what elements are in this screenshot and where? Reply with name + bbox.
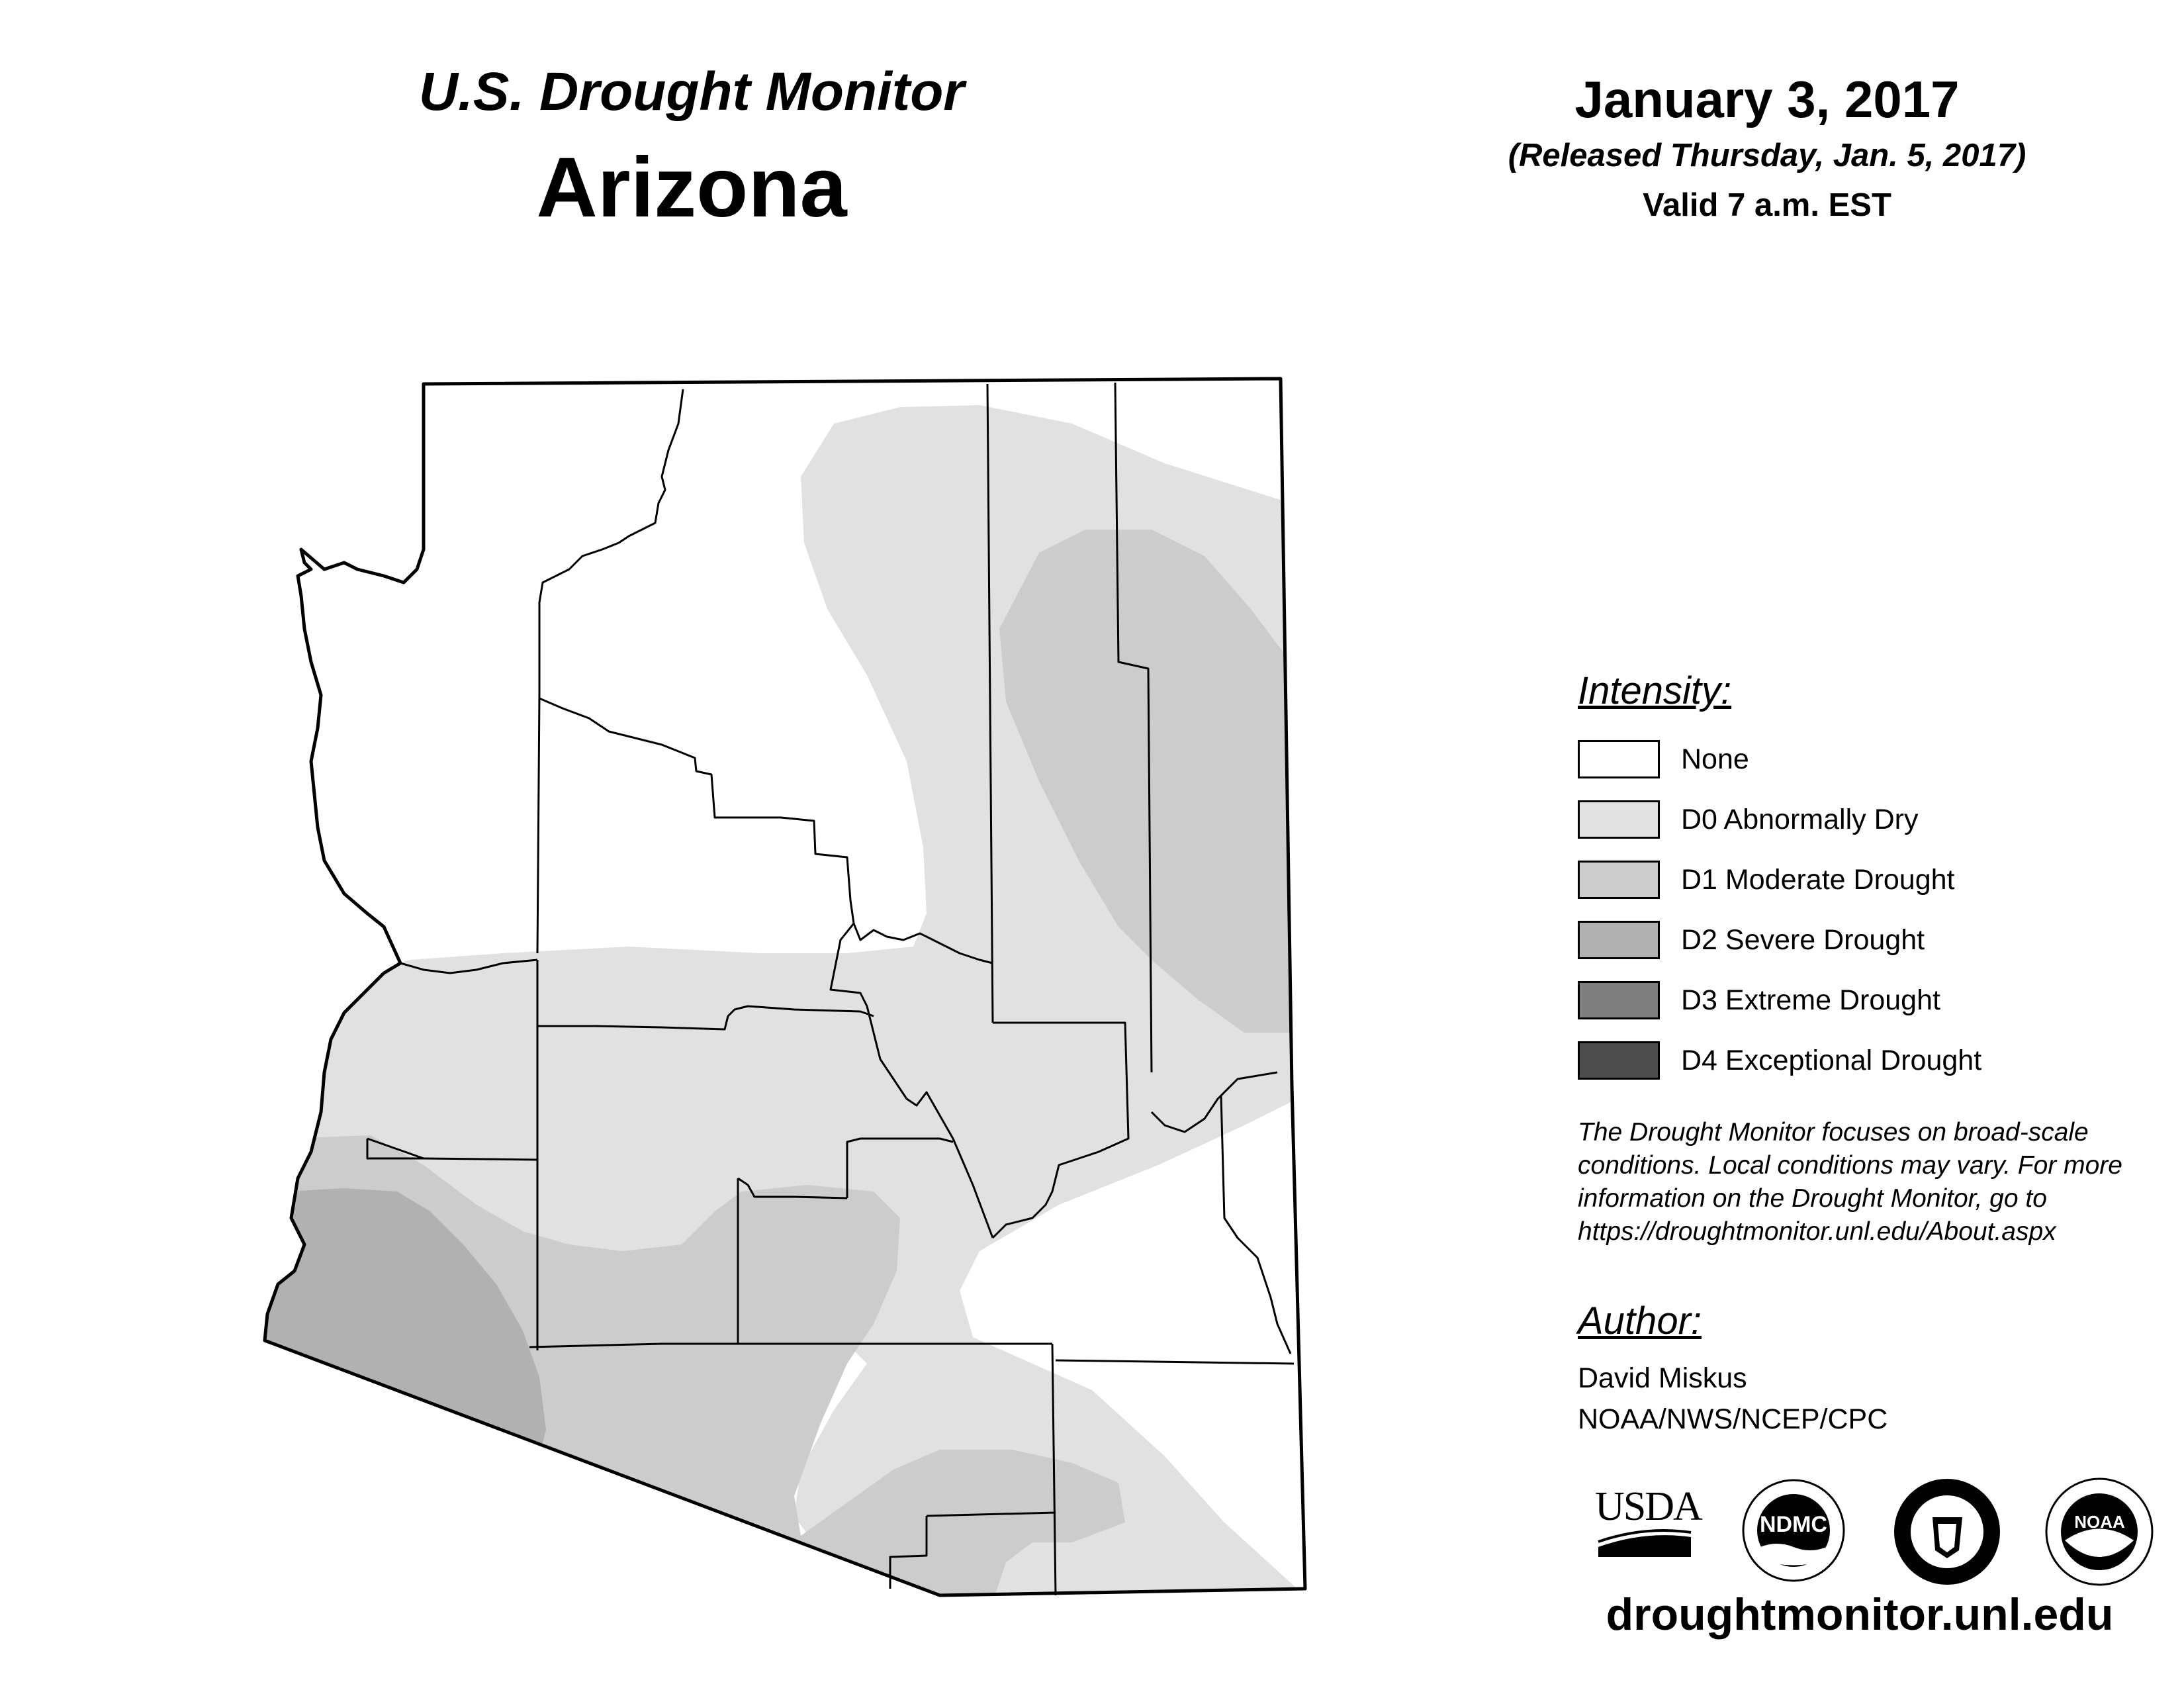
legend-item	[1578, 859, 1955, 901]
author-org: NOAA/NWS/NCEP/CPC	[1578, 1403, 1888, 1435]
legend-item	[1578, 979, 1940, 1021]
legend-swatch	[1578, 981, 1660, 1019]
legend-label: D4 Exceptional Drought	[1681, 1044, 1982, 1076]
state-title: Arizona	[536, 140, 847, 235]
noaa-logo-text: NOAA	[2074, 1512, 2125, 1532]
legend-swatch	[1578, 1041, 1660, 1080]
legend-item	[1578, 798, 1918, 841]
legend-swatch	[1578, 800, 1660, 839]
usda-logo-text: USDA	[1595, 1484, 1702, 1529]
ndmc-logo	[1741, 1477, 1846, 1583]
ndmc-logo-text: NDMC	[1760, 1512, 1827, 1537]
valid-time: Valid 7 a.m. EST	[1643, 187, 1891, 223]
legend-swatch	[1578, 921, 1660, 959]
legend-item	[1578, 919, 1925, 961]
usda-logo	[1595, 1484, 1702, 1562]
legend-label: D3 Extreme Drought	[1681, 984, 1940, 1016]
legend-label: None	[1681, 743, 1749, 775]
release-date: (Released Thursday, Jan. 5, 2017)	[1508, 138, 2026, 173]
author-title: Author:	[1578, 1299, 1702, 1342]
author-name: David Miskus	[1578, 1362, 1747, 1394]
usda-logo-mark	[1595, 1527, 1694, 1560]
legend-swatch	[1578, 740, 1660, 778]
website-url[interactable]: droughtmonitor.unl.edu	[1606, 1589, 2114, 1640]
commerce-seal-logo	[1893, 1477, 2002, 1587]
legend-swatch	[1578, 861, 1660, 899]
disclaimer-note: The Drought Monitor focuses on broad-scale conditions. Local conditions may vary. For more information on the Drought Monitor, go to https://droughtmonitor.unl.edu/About.aspx	[1578, 1118, 2122, 1246]
noaa-logo	[2045, 1477, 2154, 1587]
map-date: January 3, 2017	[1574, 70, 1960, 128]
legend-label: D2 Severe Drought	[1681, 923, 1925, 956]
legend-item	[1578, 1039, 1981, 1082]
legend-item	[1578, 738, 1749, 780]
legend-label: D1 Moderate Drought	[1681, 863, 1955, 896]
legend-label: D0 Abnormally Dry	[1681, 803, 1919, 835]
legend-title: Intensity:	[1578, 669, 1732, 712]
monitor-title: U.S. Drought Monitor	[418, 62, 965, 122]
